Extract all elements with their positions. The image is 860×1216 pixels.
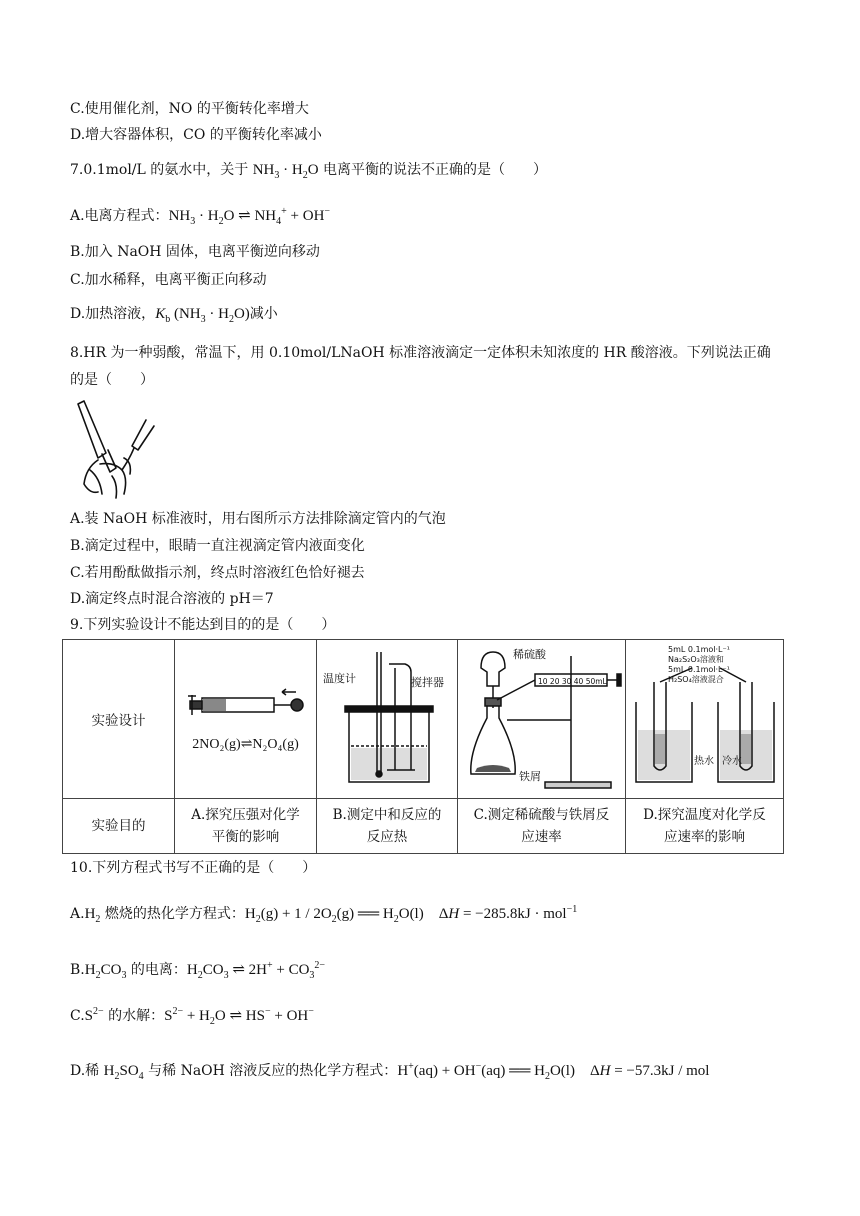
purpose-d: D.探究温度对化学反 应速率的影响 [626,799,784,854]
gas-syringe-figure [461,642,623,792]
q8-option-b: B.滴定过程中，眼睛一直注视滴定管内液面变化 [70,538,365,554]
label-solution-4: H₂SO₄溶液混合 [667,675,724,684]
label-hot-water: 热水 [693,756,714,767]
q9-stem: 9.下列实验设计不能达到目的的是（ ） [70,617,336,633]
label-stirrer: 搅拌器 [411,676,444,689]
q10-option-c: $C.S^{2-}$ 的水解：$S^{2-} + H_2O$ ⇌ HS− + OH− [70,1006,314,1027]
q10-option-d: D.稀 $H_2SO_4$ 与稀 NaOH 溶液反应的热化学方程式：H+(aq) + OH−(aq) ══ $H_2O(l)$ ΔH = −57.3kJ / mol [70,1061,710,1082]
q7-option-c: C.加水稀释，电离平衡正向移动 [70,272,267,288]
design-cell-b [317,640,458,799]
q7-stem: 7.0.1mol/L 的氨水中，关于 $NH_3 \cdot H_2O$ 电离平衡的说法不正确的是（ ） [70,162,548,181]
water-bath-figure [628,642,782,792]
q8-stem-line1: 8.HR 为一种弱酸，常温下，用 0.10mol/LNaOH 标准溶液滴定一定体积未知浓度的 HR 酸溶液。下列说法正确 [70,345,771,361]
row-label-design: 实验设计 [63,640,175,799]
q10-option-a: $A.H_2$ 燃烧的热化学方程式：$H_2(g) + 1 / 2O_2(g)$ ══ $H_2O(l)$ ΔH = −285.8kJ · mol$^{-1}$ [70,904,578,925]
design-cell-d [626,640,784,799]
label-solution-1: 5mL 0.1mol·L⁻¹ [667,645,730,654]
q6-option-c: C.使用催化剂，NO 的平衡转化率增大 [70,101,309,117]
label-solution-2: Na₂S₂O₃溶液和 [667,655,724,664]
row-label-purpose: 实验目的 [63,799,175,854]
label-dilute-acid: 稀硫酸 [512,648,546,661]
q7-option-d: D.加热溶液，$K_b$ $(NH_3 \cdot H_2O)$减小 [70,306,278,325]
label-solution-3: 5mL 0.1mol·L⁻¹ [667,665,730,674]
q8-option-d: D.滴定终点时混合溶液的 pH＝7 [70,591,274,607]
q8-option-c: C.若用酚酞做指示剂，终点时溶液红色恰好褪去 [70,565,365,581]
q10-option-b: $B.H_2CO_3$ 的电离：$H_2CO_3$ ⇌ $2H^+ + CO_3^{2-}$ [70,960,326,981]
syringe-figure [184,686,308,726]
purpose-b: B.测定中和反应的 反应热 [317,799,458,854]
label-thermometer: 温度计 [323,672,356,685]
q10-stem: 10.下列方程式书写不正确的是（ ） [70,860,317,876]
calorimeter-figure [319,642,455,792]
purpose-a: A.探究压强对化学 平衡的影响 [175,799,317,854]
experiment-table [62,639,784,854]
label-syringe-scale: 10 20 30 40 50mL [537,677,607,686]
q6-option-d: D.增大容器体积，CO 的平衡转化率减小 [70,127,322,143]
label-cold-water: 冷水 [721,756,742,767]
purpose-c: C.测定稀硫酸与铁屑反 应速率 [458,799,626,854]
q7-option-a: A.电离方程式：$NH_3 \cdot H_2O$ ⇌ $NH_4^+ + OH^-$ [70,206,331,227]
q8-stem-line2: 的是（ ） [70,372,154,388]
burette-bubble-figure [72,398,162,502]
label-iron-filings: 铁屑 [518,770,541,783]
q8-option-a: A.装 NaOH 标准液时，用右图所示方法排除滴定管内的气泡 [70,511,446,527]
q7-option-b: B.加入 NaOH 固体，电离平衡逆向移动 [70,244,320,260]
design-cell-a [175,640,317,799]
design-cell-c [458,640,626,799]
equation-a: 2NO₂(g)⇌N₂O₄(g) [192,736,299,752]
